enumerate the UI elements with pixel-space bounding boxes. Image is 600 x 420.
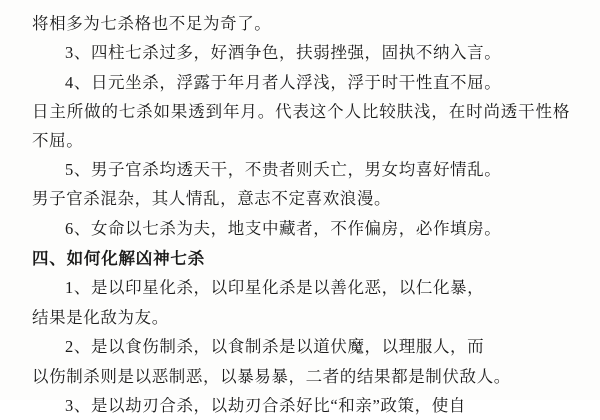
paragraph-item-4-upper-continued: 日主所做的七杀如果透到年月。代表这个人比较肤浅，在时尚透干性格不屈。: [32, 102, 570, 150]
paragraph-item-4-upper: 4、日元坐杀，浮露于年月者人浮浅，浮于时干性直不屈。: [65, 72, 502, 92]
paragraph-item-1-lower: 1、是以印星化杀，以印星化杀是以善化恶，以仁化暴，: [65, 278, 485, 298]
paragraph-item-2-lower-continued: 以伤制杀则是以恶制恶，以暴易暴，二者的结果都是制伏敌人。: [32, 366, 511, 386]
section-heading-four: 四、如何化解凶神七杀: [32, 249, 205, 268]
paragraph-item-3-lower: 3、是以劫刃合杀，以劫刃合杀好比“和亲”政策，使自: [65, 395, 466, 415]
paragraph-item-3-upper: 3、四柱七杀过多，好酒争色，扶弱挫强，固执不纳入言。: [65, 43, 502, 63]
paragraph-item-5-upper: 5、男子官杀均透天干，不贵者则夭亡，男女均喜好情乱。: [65, 159, 502, 179]
paragraph-item-1-lower-continued: 结果是化敌为友。: [32, 307, 169, 327]
paragraph-item-6-upper: 6、女命以七杀为夫，地支中藏者，不作偏房，必作填房。: [65, 218, 502, 238]
paragraph-item-2-lower: 2、是以食伤制杀，以食制杀是以道伏魔，以理服人，而: [65, 337, 485, 357]
paragraph-item-5-upper-continued: 男子官杀混杂，其人情乱，意志不定喜欢浪漫。: [32, 189, 392, 209]
paragraph-opening: 将相多为七杀格也不足为奇了。: [32, 14, 272, 33]
